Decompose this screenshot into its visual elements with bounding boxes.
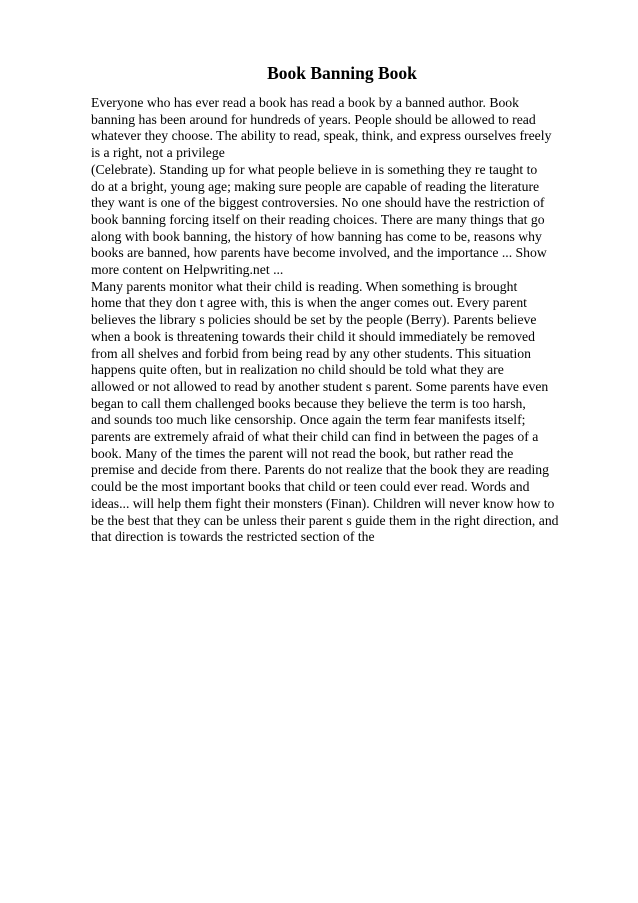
body-line: that direction is towards the restricted section of the — [91, 529, 375, 545]
body-line: premise and decide from there. Parents do not realize that the book they are reading — [91, 462, 549, 478]
body-line: home that they don t agree with, this is when the anger comes out. Every parent — [91, 295, 527, 311]
document-title: Book Banning Book — [267, 63, 417, 83]
body-line: ideas... will help them fight their monsters (Finan). Children will never know how to — [91, 495, 555, 511]
body-line: they want is one of the biggest controversies. No one should have the restriction of — [91, 195, 545, 211]
body-line: do at a bright, young age; making sure people are capable of reading the literature — [91, 178, 540, 194]
body-line: more content on Helpwriting.net ... — [91, 262, 284, 278]
body-line: along with book banning, the history of how banning has come to be, reasons why — [91, 228, 542, 244]
body-line: and sounds too much like censorship. Once again the term fear manifests itself; — [91, 412, 526, 428]
body-line: could be the most important books that child or teen could ever read. Words and — [91, 479, 530, 495]
body-line: whatever they choose. The ability to read, speak, think, and express ourselves freely — [91, 128, 552, 144]
body-line: (Celebrate). Standing up for what people believe in is something they re taught to — [91, 161, 538, 177]
body-line: Many parents monitor what their child is reading. When something is brought — [91, 278, 518, 294]
body-line: book. Many of the times the parent will not read the book, but rather read the — [91, 445, 514, 461]
body-line: when a book is threatening towards their child it should immediately be removed — [91, 328, 535, 344]
body-line: allowed or not allowed to read by another student s parent. Some parents have even — [91, 378, 549, 394]
body-line: parents are extremely afraid of what their child can find in between the pages of a — [91, 429, 539, 445]
body-line: believes the library s policies should be set by the people (Berry). Parents believe — [91, 312, 537, 328]
body-line: began to call them challenged books because they believe the term is too harsh, — [91, 395, 526, 411]
body-line: books are banned, how parents have become involved, and the importance ... Show — [91, 245, 547, 261]
body-line: is a right, not a privilege — [91, 145, 225, 161]
body-line: banning has been around for hundreds of years. People should be allowed to read — [91, 111, 536, 127]
body-line: be the best that they can be unless their parent s guide them in the right direction, and — [91, 512, 559, 528]
body-line: happens quite often, but in realization no child should be told what they are — [91, 362, 504, 378]
body-line: Everyone who has ever read a book has read a book by a banned author. Book — [91, 95, 519, 110]
body-line: book banning forcing itself on their reading choices. There are many things that go — [91, 211, 545, 227]
document-body — [91, 95, 591, 546]
body-line: from all shelves and forbid from being read by any other students. This situation — [91, 345, 531, 361]
